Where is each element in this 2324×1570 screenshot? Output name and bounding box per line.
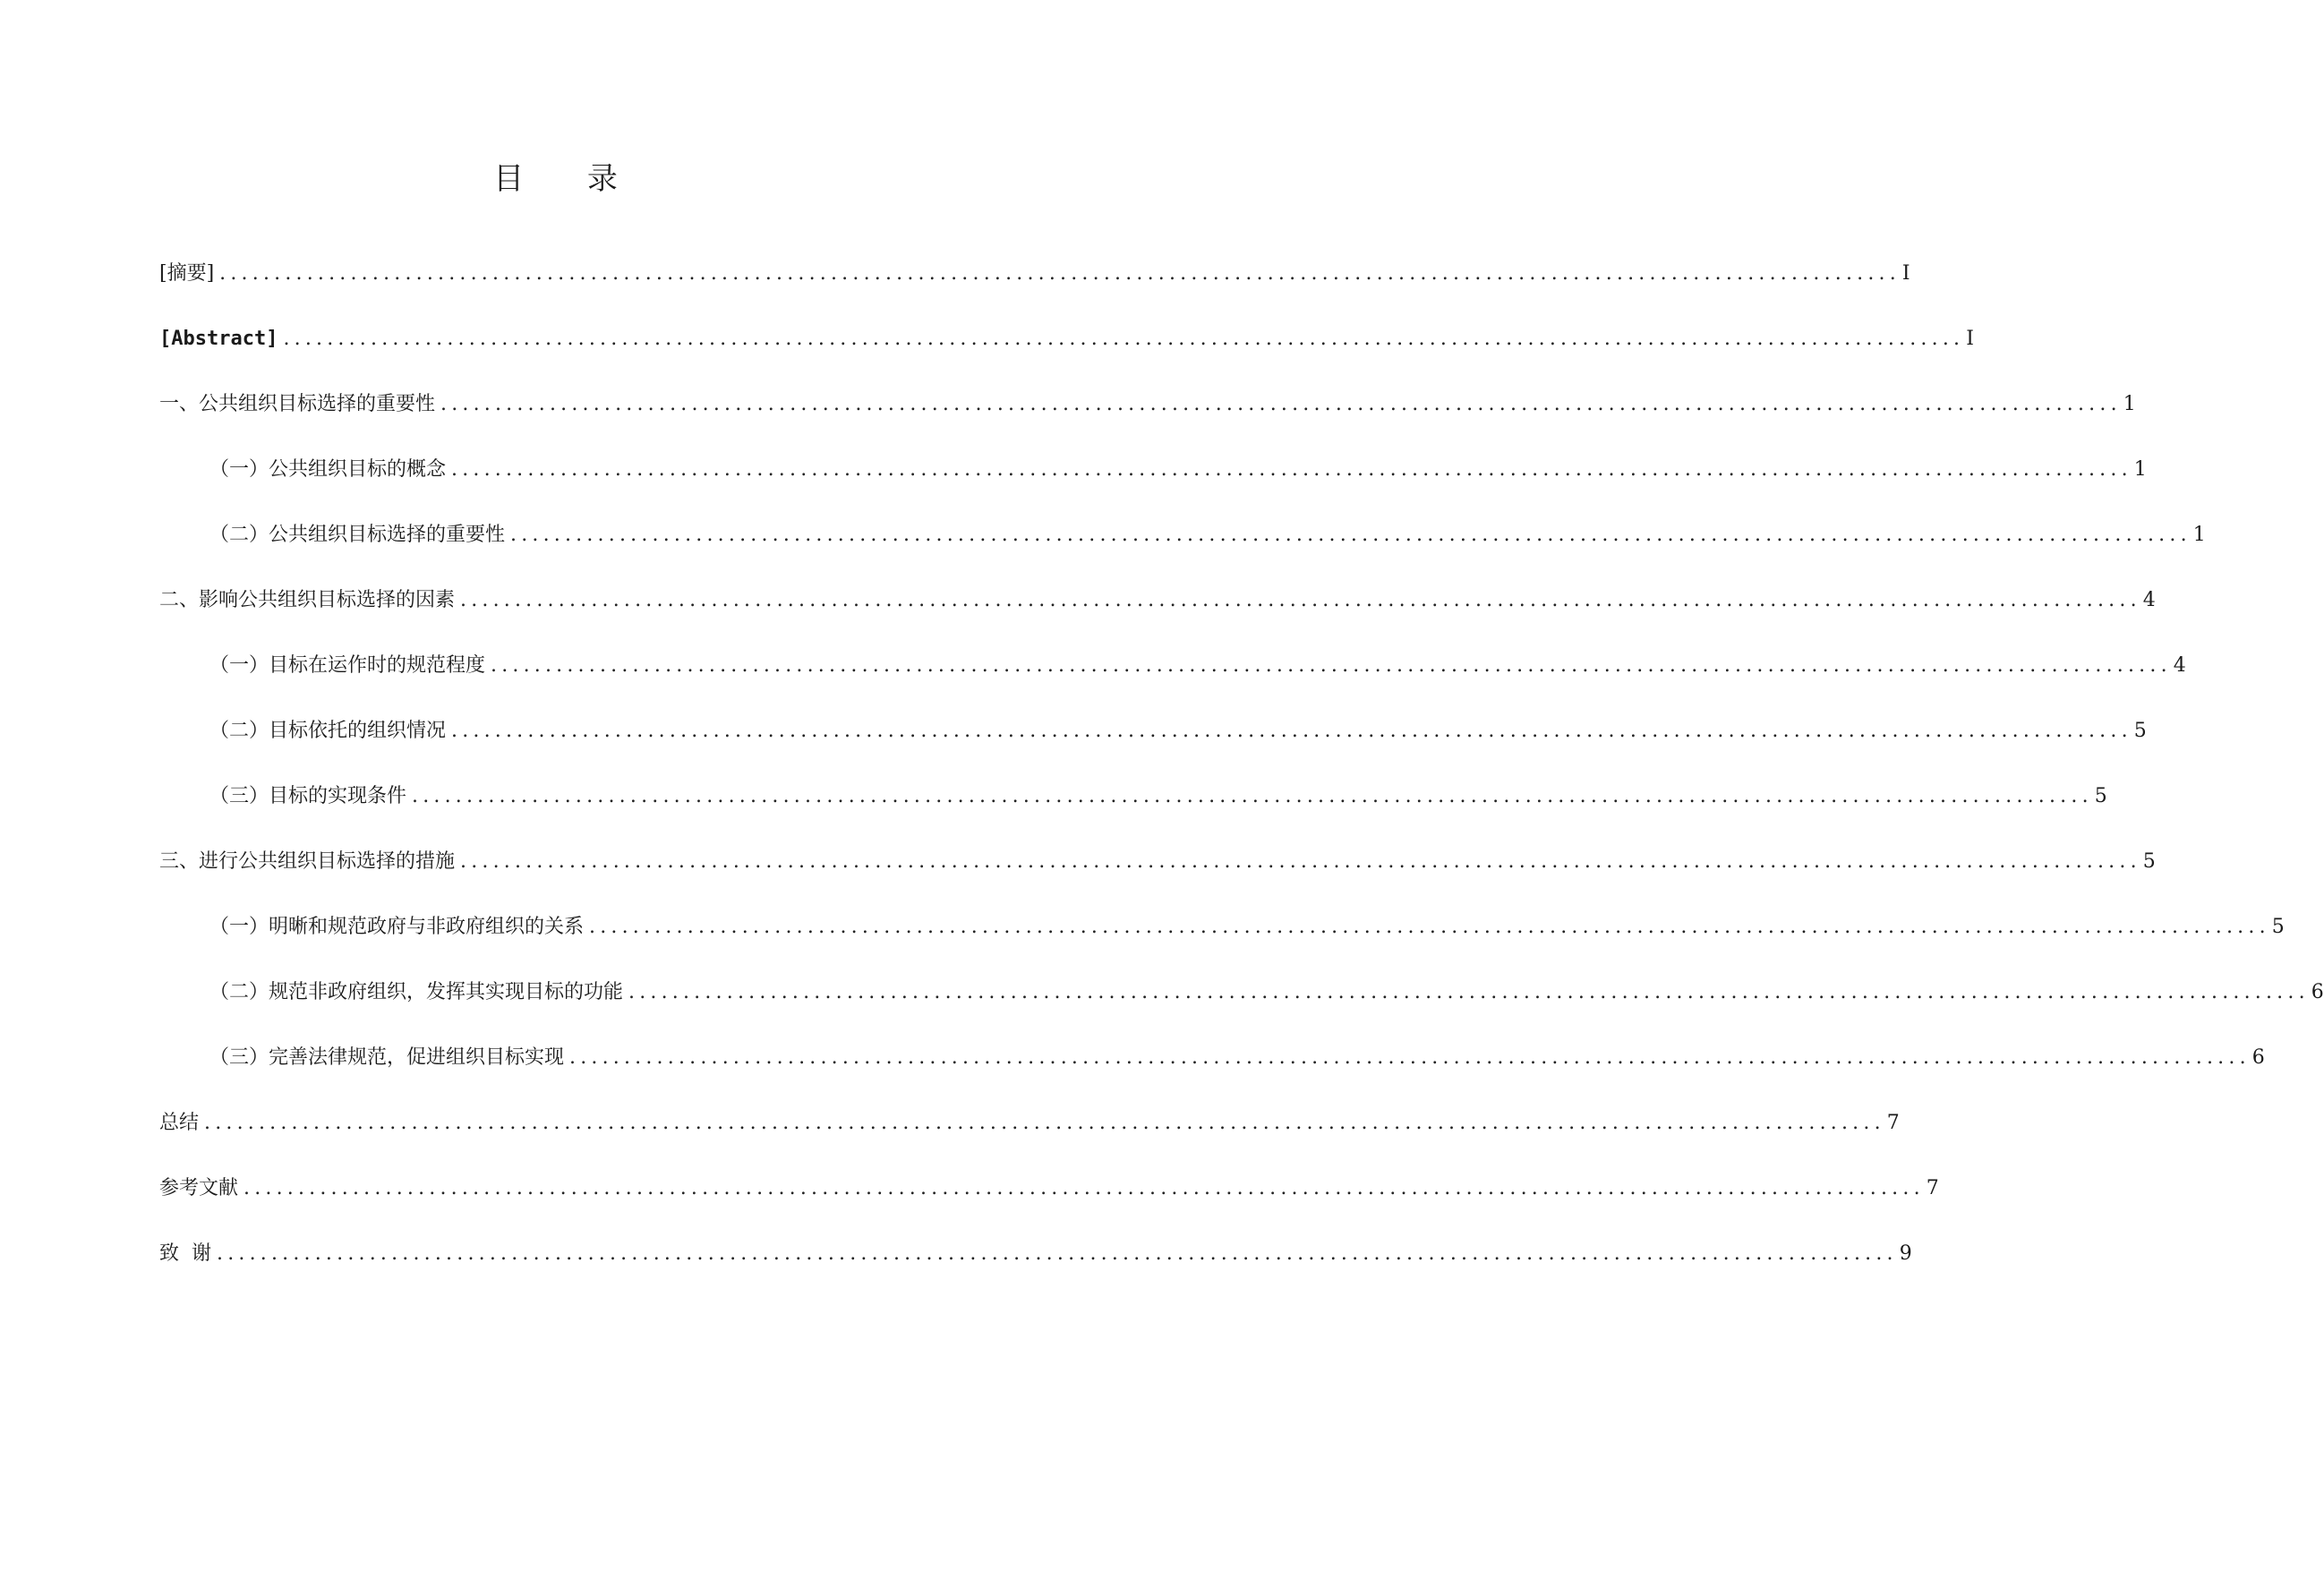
- toc-entry-acknowledgements[interactable]: [159, 1241, 1912, 1307]
- toc-entry-section-3-2[interactable]: [159, 980, 2324, 1045]
- toc-page-number: 1: [2133, 458, 2147, 481]
- toc-entry-abstract-en[interactable]: [159, 327, 1974, 392]
- toc-entry-references[interactable]: [159, 1176, 1939, 1241]
- toc-entry-section-2-2[interactable]: [159, 719, 2147, 784]
- toc-entry-label: （一）目标在运作时的规范程度: [209, 654, 486, 677]
- toc-entry-label: [Abstract]: [159, 328, 278, 350]
- toc-entry-label: （三）目标的实现条件: [209, 785, 407, 807]
- toc-entry-section-3-3[interactable]: [159, 1045, 2265, 1111]
- toc-entry-label: 二、影响公共组织目标选择的因素: [159, 589, 456, 611]
- toc-page-number: 5: [2094, 785, 2107, 807]
- toc-entry-chapter-1[interactable]: [159, 392, 2136, 457]
- toc-dot-leader: ..........................................................................................................................................................: [217, 1242, 1898, 1265]
- toc-page-number: 6: [2311, 981, 2324, 1003]
- toc-page-number: 4: [2173, 654, 2186, 677]
- toc-entry-abstract-cn[interactable]: [159, 261, 1910, 327]
- toc-entry-label: 三、进行公共组织目标选择的措施: [159, 850, 456, 873]
- toc-entry-label: 一、公共组织目标选择的重要性: [159, 393, 436, 415]
- toc-page-number: 7: [1886, 1112, 1900, 1134]
- toc-entry-label: （一）公共组织目标的概念: [209, 458, 447, 481]
- toc-dot-leader: ..........................................................................................................................................................: [440, 393, 2122, 415]
- toc-page-number: 5: [2142, 850, 2156, 873]
- toc-entry-chapter-3[interactable]: [159, 849, 2156, 915]
- toc-dot-leader: ..........................................................................................................................................................: [491, 654, 2172, 677]
- toc-page-number: 1: [2123, 393, 2136, 415]
- toc-dot-leader: ..........................................................................................................................................................: [244, 1177, 1925, 1199]
- toc-page-number: I: [1966, 328, 1974, 350]
- toc-dot-leader: ..........................................................................................................................................................: [204, 1112, 1885, 1134]
- toc-entry-label: 致 谢: [159, 1242, 211, 1265]
- toc-dot-leader: ..........................................................................................................................................................: [569, 1046, 2251, 1069]
- toc-page-number: 5: [2133, 720, 2147, 742]
- toc-dot-leader: ..........................................................................................................................................................: [589, 916, 2270, 938]
- toc-entry-label: （二）目标依托的组织情况: [209, 720, 447, 742]
- toc-page-number: 4: [2142, 589, 2156, 611]
- toc-dot-leader: ..........................................................................................................................................................: [460, 589, 2141, 611]
- toc-entry-label: （一）明晰和规范政府与非政府组织的关系: [209, 916, 585, 938]
- toc-page-number: 5: [2271, 916, 2285, 938]
- toc-dot-leader: ..........................................................................................................................................................: [219, 262, 1901, 285]
- toc-entry-chapter-2[interactable]: [159, 588, 2156, 653]
- page-title: 目 录: [493, 161, 645, 197]
- toc-entry-label: 总结: [159, 1112, 200, 1134]
- toc-entry-label: （二）规范非政府组织，发挥其实现目标的功能: [209, 981, 624, 1003]
- toc-page-number: I: [1901, 262, 1910, 285]
- table-of-contents: [159, 261, 2324, 1307]
- toc-dot-leader: ..........................................................................................................................................................: [510, 524, 2192, 546]
- toc-page-number: 6: [2251, 1046, 2265, 1069]
- toc-page-number: 9: [1899, 1242, 1912, 1265]
- toc-entry-label: （三）完善法律规范，促进组织目标实现: [209, 1046, 565, 1069]
- toc-dot-leader: ..........................................................................................................................................................: [628, 981, 2310, 1003]
- toc-dot-leader: ..........................................................................................................................................................: [460, 850, 2141, 873]
- toc-dot-leader: ..........................................................................................................................................................: [451, 720, 2132, 742]
- toc-entry-label: 参考文献: [159, 1177, 239, 1199]
- toc-entry-section-3-1[interactable]: [159, 915, 2285, 980]
- toc-page-number: 7: [1926, 1177, 1939, 1199]
- toc-page-number: 1: [2192, 524, 2206, 546]
- toc-entry-section-1-1[interactable]: [159, 457, 2147, 523]
- toc-entry-section-1-2[interactable]: [159, 523, 2206, 588]
- toc-dot-leader: ..........................................................................................................................................................: [412, 785, 2093, 807]
- toc-dot-leader: ..........................................................................................................................................................: [451, 458, 2132, 481]
- toc-entry-label: （二）公共组织目标选择的重要性: [209, 524, 506, 546]
- toc-entry-label: [摘要]: [159, 262, 215, 285]
- toc-entry-section-2-1[interactable]: [159, 653, 2186, 719]
- toc-entry-conclusion[interactable]: [159, 1111, 1900, 1176]
- toc-entry-section-2-3[interactable]: [159, 784, 2107, 849]
- toc-dot-leader: ..........................................................................................................................................................: [283, 328, 1965, 350]
